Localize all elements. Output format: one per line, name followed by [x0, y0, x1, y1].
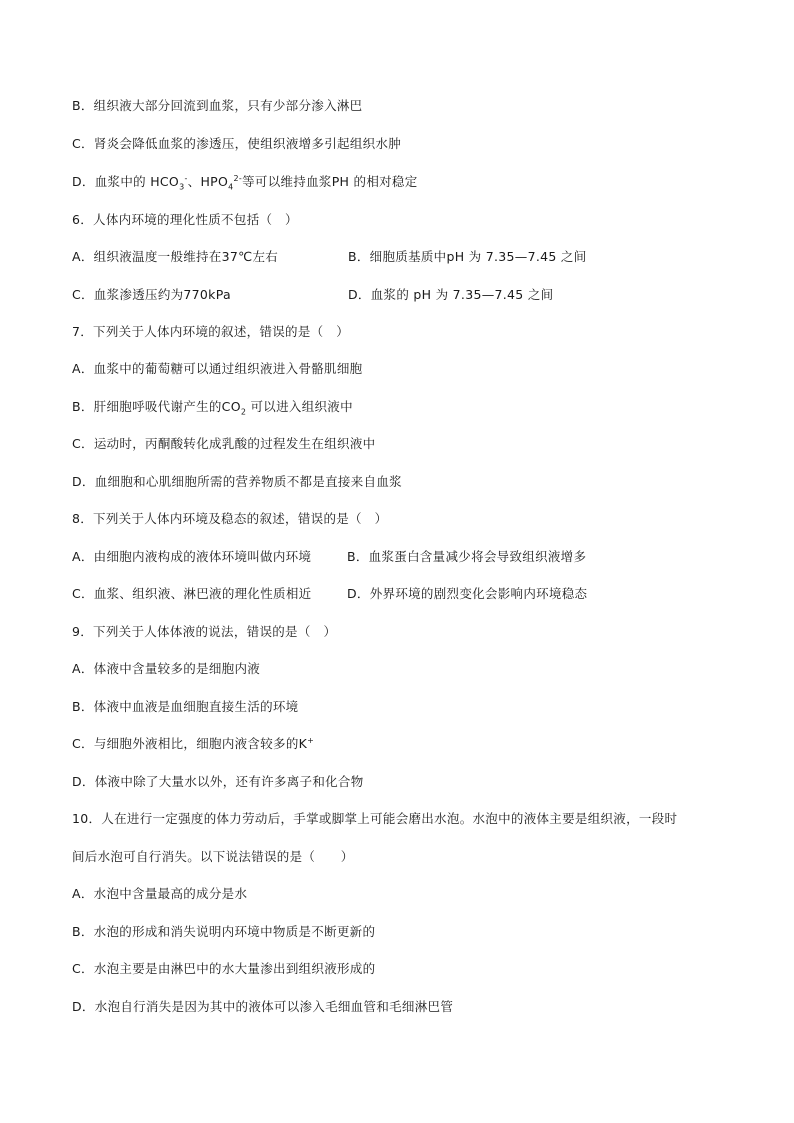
- q7-option-b: B．肝细胞呼吸代谢产生的$CO_2$ 可以进入组织液中: [72, 399, 353, 417]
- q9-option-b: B．体液中血液是血细胞直接生活的环境: [72, 699, 299, 714]
- q10-option-c: C．水泡主要是由淋巴中的水大量渗出到组织液形成的: [72, 961, 376, 976]
- q6-option-b: B．细胞质基质中pH 为 7.35—7.45 之间: [348, 249, 587, 264]
- q8-stem: 8．下列关于人体内环境及稳态的叙述，错误的是（ ）: [72, 511, 388, 526]
- q7-option-c: C．运动时，丙酮酸转化成乳酸的过程发生在组织液中: [72, 436, 376, 451]
- q9-option-c: C．与细胞外液相比，细胞内液含较多的K+: [72, 735, 315, 751]
- q6-option-a: A．组织液温度一般维持在37℃左右: [72, 249, 279, 264]
- q8-option-b: B．血浆蛋白含量减少将会导致组织液增多: [347, 549, 587, 564]
- q9-stem: 9．下列关于人体体液的说法，错误的是（ ）: [72, 624, 337, 639]
- q10-option-a: A．水泡中含量最高的成分是水: [72, 886, 248, 901]
- q8-option-d: D．外界环境的剧烈变化会影响内环境稳态: [347, 586, 588, 601]
- q8-option-a: A．由细胞内液构成的液体环境叫做内环境: [72, 549, 312, 564]
- q5-option-b: B．组织液大部分回流到血浆，只有少部分渗入淋巴: [72, 98, 363, 113]
- q6-stem: 6．人体内环境的理化性质不包括（ ）: [72, 212, 298, 227]
- q10-option-b: B．水泡的形成和消失说明内环境中物质是不断更新的: [72, 924, 376, 939]
- q5-option-d: D．血浆中的 $HCO_3^-$、$HPO_4^{2-}$等可以维持血浆PH 的相对稳定: [72, 173, 418, 192]
- q8-option-c: C．血浆、组织液、淋巴液的理化性质相近: [72, 586, 312, 601]
- q6-option-c: C．血浆渗透压约为770kPa: [72, 287, 231, 302]
- q7-stem: 7．下列关于人体内环境的叙述，错误的是（ ）: [72, 324, 350, 339]
- q9-option-a: A．体液中含量较多的是细胞内液: [72, 661, 261, 676]
- q9-option-d: D．体液中除了大量水以外，还有许多离子和化合物: [72, 774, 364, 789]
- q10-option-d: D．水泡自行消失是因为其中的液体可以渗入毛细血管和毛细淋巴管: [72, 999, 454, 1014]
- q7-option-d: D．血细胞和心肌细胞所需的营养物质不都是直接来自血浆: [72, 474, 402, 489]
- q10-stem-line1: 10．人在进行一定强度的体力劳动后，手掌或脚掌上可能会磨出水泡。水泡中的液体主要是组织液，一段时: [72, 811, 678, 826]
- q6-option-d: D．血浆的 pH 为 7.35—7.45 之间: [348, 287, 554, 302]
- q10-stem-line2: 间后水泡可自行消失。以下说法错误的是（ ）: [72, 849, 354, 864]
- q5-option-c: C．肾炎会降低血浆的渗透压，使组织液增多引起组织水肿: [72, 136, 402, 151]
- q7-option-a: A．血浆中的葡萄糖可以通过组织液进入骨骼肌细胞: [72, 361, 363, 376]
